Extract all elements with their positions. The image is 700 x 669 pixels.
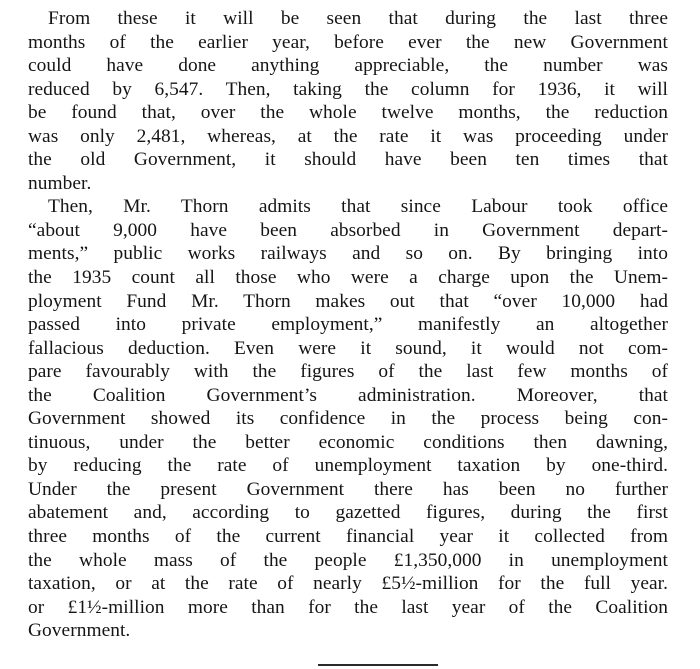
text-line: could have done anything appreciable, the number was — [28, 55, 668, 77]
text-line: reduced by 6,547. Then, taking the column for 1936, it will — [28, 78, 668, 100]
paragraph-2 — [28, 195, 668, 642]
text-line: abatement and, according to gazetted figures, during the first — [28, 502, 668, 524]
text-line: months of the earlier year, before ever the new Government — [28, 31, 668, 53]
text-line: taxation, or at the rate of nearly £5½-million for the full year. — [28, 573, 668, 595]
text-line: the 1935 count all those who were a charge upon the Unem- — [28, 267, 668, 289]
text-line: ployment Fund Mr. Thorn makes out that “over 10,000 had — [28, 290, 668, 312]
section-divider — [318, 664, 438, 666]
text-line: Government. — [28, 620, 131, 642]
text-line: be found that, over the whole twelve months, the reduction — [28, 102, 668, 124]
text-line: pare favourably with the figures of the last few months of — [28, 361, 668, 383]
text-line: tinuous, under the better economic conditions then dawning, — [28, 431, 668, 453]
text-line: the old Government, it should have been ten times that — [28, 149, 668, 171]
text-line: number. — [28, 172, 92, 194]
text-line: or £1½-million more than for the last year of the Coalition — [28, 596, 668, 618]
text-line: From these it will be seen that during the last three — [48, 8, 668, 29]
text-line: the Coalition Government’s administration. Moreover, that — [28, 384, 668, 406]
text-line: the whole mass of the people £1,350,000 in unemployment — [28, 549, 668, 571]
text-line: by reducing the rate of unemployment taxation by one-third. — [28, 455, 668, 477]
text-line: three months of the current financial year it collected from — [28, 526, 668, 548]
text-line: was only 2,481, whereas, at the rate it was proceeding under — [28, 125, 668, 147]
text-line: passed into private employment,” manifestly an altogether — [28, 314, 668, 336]
paragraph-1 — [28, 7, 668, 195]
text-line: Government showed its confidence in the process being con- — [28, 408, 668, 430]
text-line: Then, Mr. Thorn admits that since Labour took office — [48, 196, 668, 218]
text-line: Under the present Government there has been no further — [28, 478, 668, 500]
text-line: ments,” public works railways and so on. By bringing into — [28, 243, 668, 265]
text-line: fallacious deduction. Even were it sound, it would not com- — [28, 337, 668, 359]
document-page — [28, 7, 668, 643]
text-line: “about 9,000 have been absorbed in Government depart- — [28, 219, 668, 241]
